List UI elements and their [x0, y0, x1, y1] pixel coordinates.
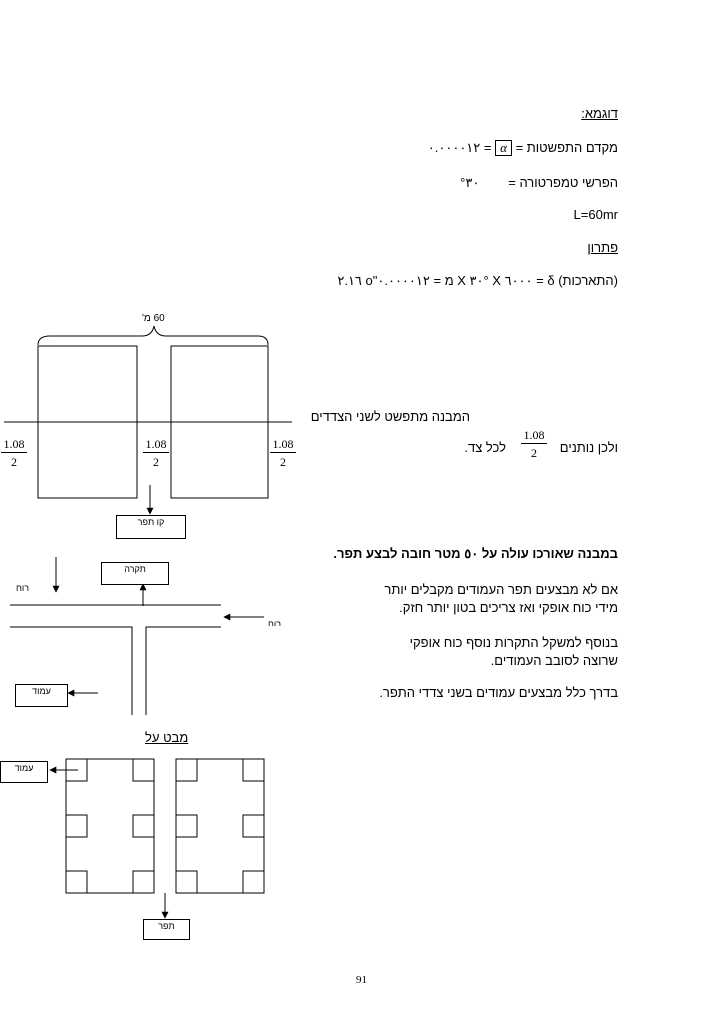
plan-column — [243, 759, 264, 781]
paragraph-2-line-1: בנוסף למשקל התקרות נוסף כוח אופקי — [409, 635, 618, 650]
column-right-outline — [146, 627, 221, 715]
plan-view-title: מבט על — [145, 730, 189, 745]
expansion-fraction-middle: $\frac{1.08}{2}$ — [143, 437, 169, 469]
plan-column — [176, 871, 197, 893]
coefficient-label: מקדם התפשטות = — [515, 140, 618, 155]
fraction-numerator: 1.08 — [521, 428, 547, 444]
example-heading: דוגמא: — [581, 106, 618, 121]
span-length-label: 60 מ' — [142, 314, 165, 321]
plan-column — [133, 871, 154, 893]
each-side-suffix: לכל צד. — [464, 440, 506, 455]
temperature-label: הפרשי טמפרטורה = — [508, 175, 618, 190]
page-number: 91 — [356, 974, 367, 986]
joint-line-label: קו תפר — [116, 515, 186, 539]
slab-label: תקרה — [101, 562, 169, 585]
temperature-value: ٣٠° — [460, 175, 480, 190]
plan-column — [133, 759, 154, 781]
paragraph-3: בדרך כלל מבצעים עמודים בשני צדדי התפר. — [379, 685, 618, 700]
coefficient-value: = ٠.٠٠٠٠١٢ — [427, 140, 492, 155]
expansion-formula: ٢.١٦ o"מ = ٠.٠٠٠٠١٢ X ٣٠° X ٦٠٠٠ = δ (התארכות) — [337, 273, 618, 288]
alpha-symbol: α — [495, 140, 512, 156]
paragraph-2-line-2: שרוצה לסובב העמודים. — [490, 653, 618, 668]
wind-label-left: רוח — [16, 583, 30, 593]
plan-columns — [66, 759, 264, 893]
solution-heading: פתרון — [587, 240, 618, 255]
paragraph-1-line-1: אם לא מבצעים תפר העמודים מקבלים יותר — [384, 582, 618, 597]
expansion-fraction-right: $\frac{1.08}{2}$ — [270, 437, 296, 469]
given-each-side-label: ולכן נותנים — [559, 440, 618, 455]
plan-column — [243, 871, 264, 893]
paragraph-1-line-2: מידי כוח אופקי ואז צריכים בטון יותר חזק. — [399, 600, 618, 615]
plan-joint-label: תפר — [143, 919, 190, 940]
column-label: עמוד — [15, 684, 68, 707]
expands-both-sides-text: המבנה מתפשט לשני הצדדים — [310, 409, 470, 424]
fraction-denominator: 2 — [531, 446, 537, 460]
expansion-fraction-left: $\frac{1.08}{2}$ — [1, 437, 27, 469]
plan-column — [133, 815, 154, 837]
plan-column — [66, 815, 87, 837]
plan-column — [66, 871, 87, 893]
expansion-joint-rule: במבנה שאורכו עולה על ٥٠ מטר חובה לבצע תפר. — [333, 546, 618, 561]
plan-column — [176, 759, 197, 781]
span-brace — [38, 326, 268, 345]
wind-label-right: רוח — [268, 619, 282, 626]
plan-column-label: עמוד — [0, 761, 48, 783]
plan-column — [176, 815, 197, 837]
plan-column — [243, 815, 264, 837]
length-value: L=60mr — [573, 207, 618, 222]
